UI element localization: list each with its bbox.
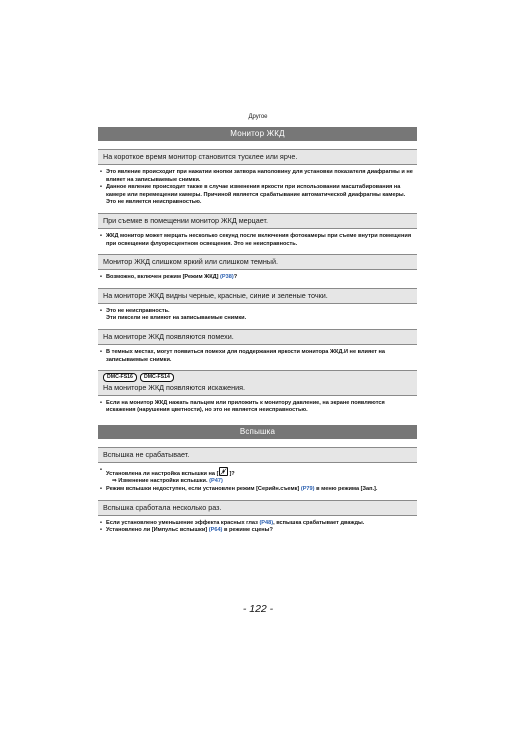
answers-flash-no-fire <box>98 463 417 500</box>
model-badges <box>103 373 412 382</box>
question-lcd-brightness: Монитор ЖКД слишком яркий или слишком темный. <box>98 254 417 270</box>
page-number: - 122 - <box>242 603 274 615</box>
question-lcd-dots: На мониторе ЖКД видны черные, красные, синие и зеленые точки. <box>98 288 417 304</box>
answers-lcd-dots <box>98 304 417 329</box>
question-flash-multiple: Вспышка сработала несколько раз. <box>98 500 417 516</box>
question-lcd-distortion <box>98 370 417 396</box>
question-flash-no-fire: Вспышка не срабатывает. <box>98 447 417 463</box>
answer-item: • Если установлено уменьшение эффекта красных глаз (P48), вспышка срабатывает дважды. <box>100 519 365 526</box>
page-header-label: Другое <box>248 114 268 120</box>
answers-lcd-noise <box>98 345 417 370</box>
answers-lcd-flicker <box>98 229 417 254</box>
answer-item: • Если на монитор ЖКД нажать пальцем или приложить к монитору давление, на экране появляются искажения (нарушения цветности), но это не является неисправностью. <box>100 399 385 414</box>
section-title-flash: Вспышка <box>98 425 417 439</box>
answers-flash-multiple <box>98 516 417 541</box>
answer-item: • Возможно, включен режим [Режим ЖКД] (P38)? <box>100 274 238 281</box>
answers-lcd-distortion <box>98 396 417 421</box>
answer-item: • Установлена ли настройка вспышки на [ ]? ⇒ Изменение настройки вспышки. (P47) <box>100 466 235 485</box>
content <box>98 127 417 541</box>
page-link[interactable]: (P38) <box>220 274 234 281</box>
flash-off-icon <box>219 467 228 476</box>
answer-item: • Данное явление происходит также в случае изменения яркости при использовании масштабирования на камере или перемещении камеры. Причиной является срабатывание автоматической диафрагмы камеры. Это не является неисправностью. <box>100 184 406 206</box>
page-link[interactable]: (P47) <box>209 478 223 485</box>
answers-lcd-brightness <box>98 270 417 288</box>
answer-item: • В темных местах, могут появиться помехи для поддержания яркости монитора ЖКД.И не влияет на записываемые снимки. <box>100 348 386 363</box>
page-link[interactable]: (P79) <box>300 486 315 492</box>
answer-item: • ЖКД монитор может мерцать несколько секунд после включения фотокамеры при съеме внутри помещения при освещении флуоресцентном освещения. Это не неисправность. <box>100 232 412 247</box>
page-link[interactable]: (P64) <box>208 527 223 534</box>
answers-lcd-dim <box>98 165 417 213</box>
question-text: На мониторе ЖКД появляются искажения. <box>103 382 246 392</box>
section-title-lcd: Монитор ЖКД <box>98 127 417 141</box>
question-lcd-noise: На мониторе ЖКД появляются помехи. <box>98 329 417 345</box>
model-badge: DMC-FS16 <box>103 373 137 382</box>
page-link[interactable]: (P48) <box>259 519 274 526</box>
answer-item: • Режим вспышки недоступен, если установлен режим [Серийн.съемк] (P79) в меню режима [Зап.]. <box>100 486 378 492</box>
question-lcd-flicker: При съемке в помещении монитор ЖКД мерцает. <box>98 213 417 229</box>
answer-item: • Это не неисправность. Эти пиксели не влияют на записываемые снимки. <box>100 307 247 322</box>
answer-item: • Установлено ли [Импульс вспышки] (P64) в режиме сцены? <box>100 527 273 534</box>
answer-item: • Это явление происходит при нажатии кнопки затвора наполовину для установки показателя диафрагмы и не влияет на записываемые снимки. <box>100 169 413 183</box>
question-lcd-dim: На короткое время монитор становится тусклее или ярче. <box>98 149 417 165</box>
model-badge: DMC-FS14 <box>140 373 174 382</box>
